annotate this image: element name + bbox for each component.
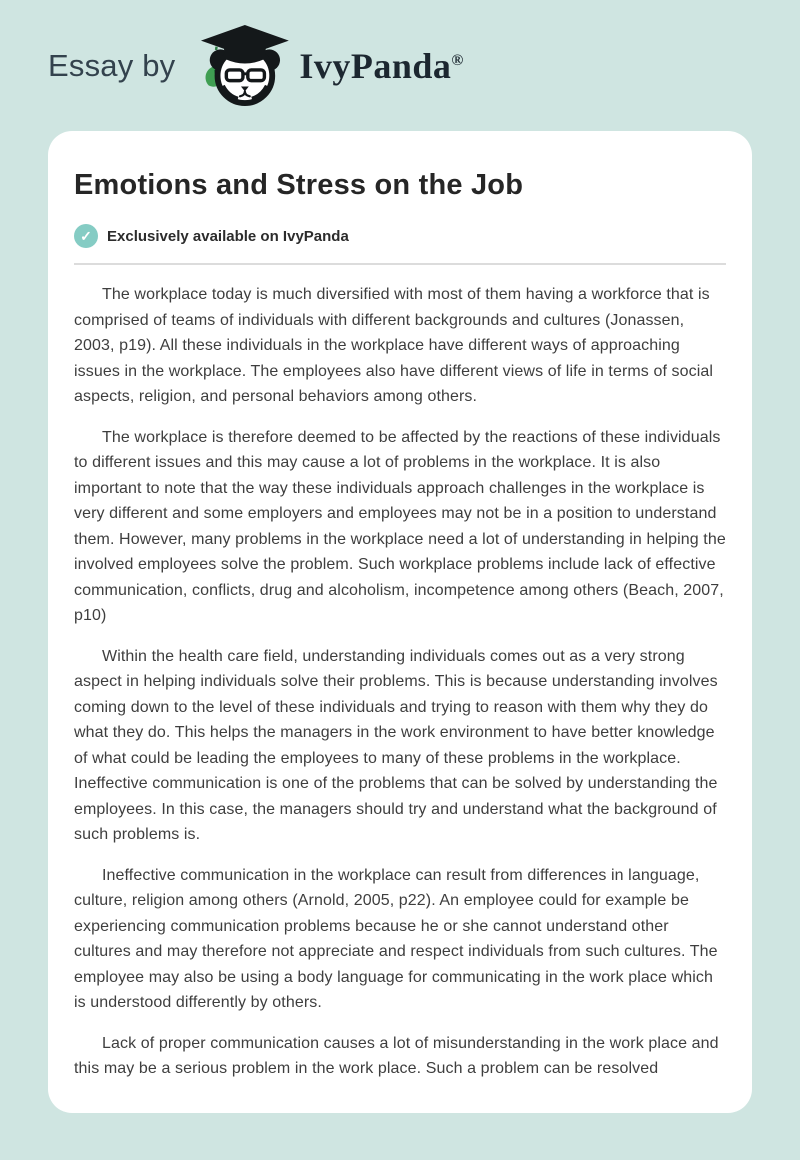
- page-header: [0, 0, 800, 131]
- brand-text: IvyPanda: [299, 45, 452, 86]
- brand-name: [299, 45, 464, 87]
- essay-by-label: Essay by: [48, 47, 176, 83]
- registered-mark: ®: [451, 51, 464, 69]
- essay-body: [74, 282, 726, 1082]
- essay-paragraph: Ineffective communication in the workplace can result from differences in language, culture, religion among others (Arnold, 2005, p22). An employee could for example be experiencing communication problems because he or she cannot understand other cultures and may therefore not appreciate and respect individuals from such cultures. The employee may also be using a body language for communicating in the work place which is understood differently by others.: [74, 866, 718, 1011]
- exclusive-badge-label: Exclusively available on IvyPanda: [107, 227, 349, 245]
- essay-title: Emotions and Stress on the Job: [74, 169, 524, 201]
- essay-paragraph: Within the health care field, understanding individuals comes out as a very strong aspect in helping individuals solve their problems. This is because understanding involves coming down to the level of these individuals and trying to reason with them why they do what they do. This helps the managers in the work environment to have better knowledge of what could be leading the employees to many of these problems in the workplace. Ineffective communication is one of the problems that can be solved by understanding the employees. In this case, the managers should try and understand what the background of such problems is.: [74, 647, 718, 843]
- essay-card: [48, 131, 752, 1113]
- essay-paragraph: The workplace today is much diversified with most of them having a workforce that is comprised of teams of individuals with different backgrounds and cultures (Jonassen, 2003, p19). All these individuals in the workplace have different ways of approaching issues in the workplace. The employees also have different views of life in terms of social aspects, religion, and personal behaviors among others.: [74, 286, 714, 405]
- essay-paragraph: Lack of proper communication causes a lot of misunderstanding in the work place and this may be a serious problem in the work place. Such a problem can be resolved: [74, 1034, 719, 1077]
- exclusive-badge: [74, 224, 726, 248]
- essay-paragraph: The workplace is therefore deemed to be affected by the reactions of these individuals to different issues and this may cause a lot of problems in the workplace. It is also important to note that the way these individuals approach challenges in the workplace is very different and some employers and employees may not be in a position to understand them. However, many problems in the workplace need a lot of understanding in helping the involved employees solve the problem. Such workplace problems include lack of effective communication, conflicts, drug and alcoholism, incompetence among others (Beach, 2007, p10): [74, 428, 726, 624]
- divider: [74, 263, 726, 265]
- ivypanda-panda-logo-icon: [191, 25, 289, 107]
- check-icon: ✓: [74, 224, 98, 248]
